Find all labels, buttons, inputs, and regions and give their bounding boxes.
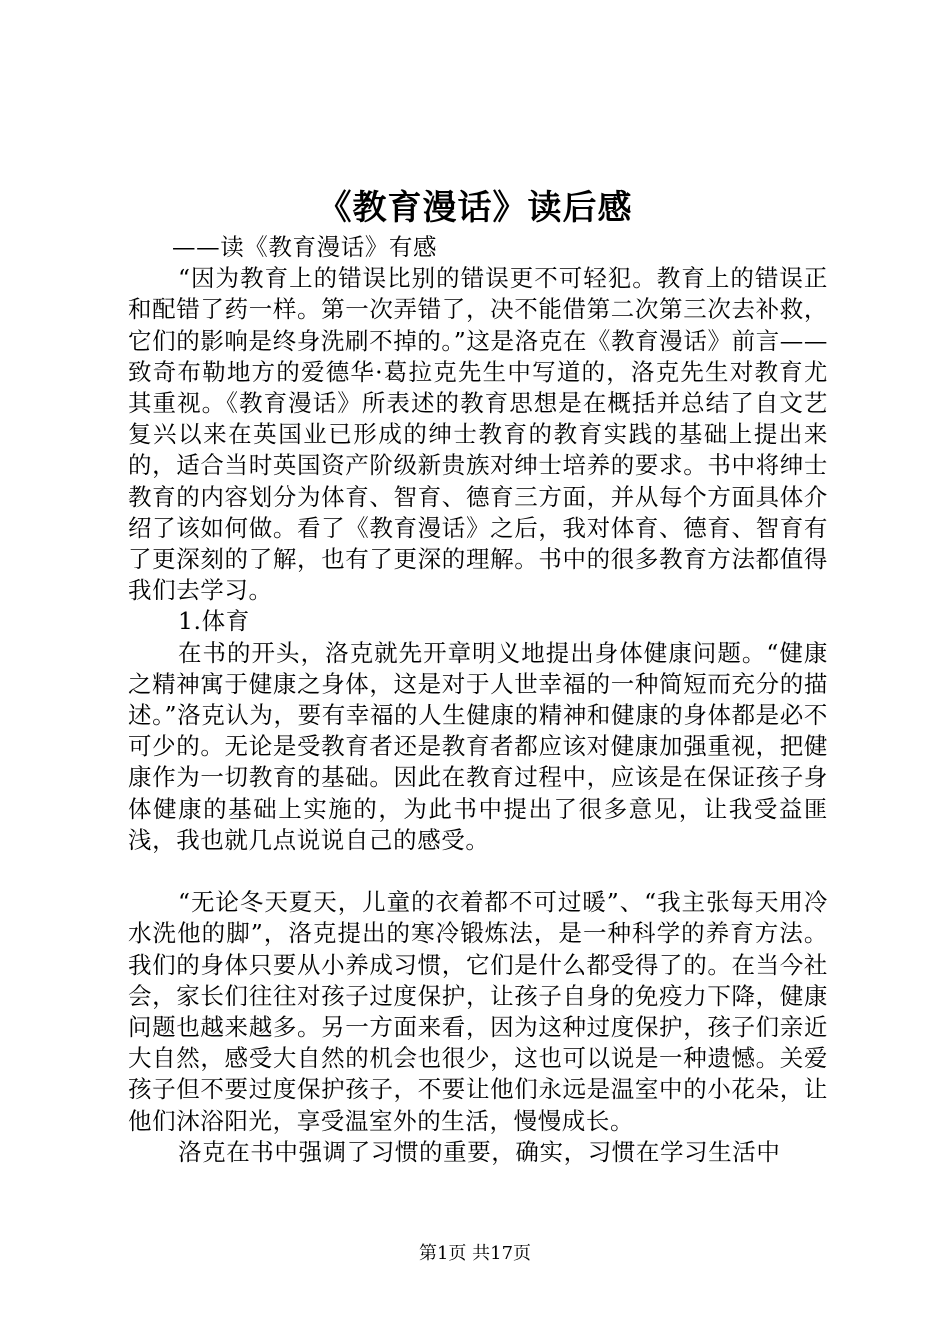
document-title: 《教育漫话》读后感 [317,188,633,228]
paragraph-cold-training: “无论冬天夏天，儿童的衣着都不可过暖”、“我主张每天用冷水洗他的脚”，洛克提出的寒冷锻炼法，是一种科学的养育方法。我们的身体只要从小养成习惯，它们是什么都受得了的。在当今社会，家长们往往对孩子过度保护，让孩子自身的免疫力下降，健康问题也越来越多。另一方面来看，因为这种过度保护，孩子们亲近大自然，感受大自然的机会也很少，这也可以说是一种遗憾。关爱孩子但不要过度保护孩子，不要让他们永远是温室中的小花朵，让他们沐浴阳光，享受温室外的生活，慢慢成长。 [128,888,828,1135]
paragraph-health: 在书的开头，洛克就先开章明义地提出身体健康问题。“健康之精神寓于健康之身体，这是对于人世幸福的一种简短而充分的描述。”洛克认为，要有幸福的人生健康的精神和健康的身体都是必不可少的。无论是受教育者还是教育者都应该对健康加强重视，把健康作为一切教育的基础。因此在教育过程中，应该是在保证孩子身体健康的基础上实施的，为此书中提出了很多意见，让我受益匪浅，我也就几点说说自己的感受。 [128,638,828,854]
paragraph-spacer [128,856,828,887]
section-heading-physical-education: 1.体育 [178,607,250,636]
document-body [128,232,828,1168]
page-number-footer: 第1页 共17页 [418,1243,532,1264]
paragraph-intro: “因为教育上的错误比别的错误更不可轻犯。教育上的错误正和配错了药一样。第一次弄错了，决不能借第二次第三次去补救，它们的影响是终身洗刷不掉的。”这是洛克在《教育漫话》前言——致奇布勒地方的爱德华·葛拉克先生中写道的，洛克先生对教育尤其重视。《教育漫话》所表述的教育思想是在概括并总结了自文艺复兴以来在英国业已形成的绅士教育的教育实践的基础上提出来的，适合当时英国资产阶级新贵族对绅士培养的要求。书中将绅士教育的内容划分为体育、智育、德育三方面，并从每个方面具体介绍了该如何做。看了《教育漫话》之后，我对体育、德育、智育有了更深刻的了解，也有了更深的理解。书中的很多教育方法都值得我们去学习。 [128,264,828,605]
paragraph-habits: 洛克在书中强调了习惯的重要，确实，习惯在学习生活中 [178,1137,781,1166]
document-subtitle: ——读《教育漫话》有感 [172,233,438,261]
